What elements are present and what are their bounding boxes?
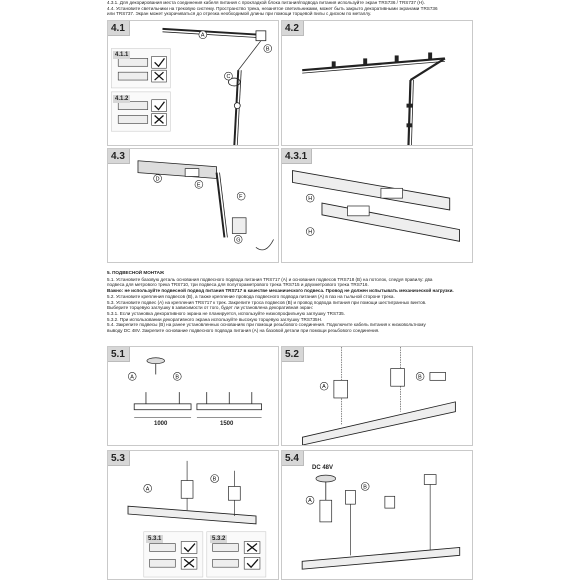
note-4-4-line2: или TRS737. Экран может укорачиваться до отрезка необходимой длины при помощи торцевой пилы с диском по металлу. — [107, 11, 372, 17]
panel-label: 4.2 — [282, 21, 304, 36]
diagram-4-1 — [108, 21, 278, 145]
letter-b: B — [265, 46, 270, 53]
diagram-5-2 — [282, 347, 472, 445]
letter-a: A — [200, 32, 205, 39]
letter-a: A — [322, 384, 326, 391]
letter-g: G — [236, 237, 241, 244]
letter-c: C — [226, 74, 231, 81]
panel-label: 5.3 — [108, 451, 130, 466]
letter-b: B — [175, 374, 179, 381]
text-line: 5.2. Установите крепления подвесов (B), а также крепление провода подвесного подвода питания (A) в паз на тыльной стороне трека. — [107, 293, 395, 299]
letter-d: D — [155, 176, 160, 183]
text-line: 5.3.1. Если установка декоративного экрана не планируется, используйте низкопрофильную заглушку TRS735. — [107, 310, 345, 316]
top-notes — [107, 0, 477, 17]
text-line: 5.3.2. При использовании декоративного экрана используйте высокую торцевую заглушку TRS735H. — [107, 316, 323, 322]
section-title: 5. ПОДВЕСНОЙ МОНТАЖ — [107, 270, 165, 275]
sublabel-5-3-2: 5.3.2 — [212, 536, 226, 542]
sublabel-4-1-2: 4.1.2 — [115, 96, 129, 102]
diagram-5-4 — [282, 451, 472, 579]
text-line: 5.4. Закрепите подвесы (B) на ранее установленных основаниях при помощи резьбового соединения. Подключите кабель питания к низковольтному — [107, 322, 426, 328]
panel-4-3-1 — [281, 148, 473, 263]
sublabel-4-1-1: 4.1.1 — [115, 52, 129, 58]
dc-48v-label: DC 48V — [312, 465, 334, 471]
letter-a: A — [145, 486, 150, 493]
letter-b: B — [363, 484, 367, 491]
panel-4-2 — [281, 20, 473, 146]
diagram-5-3 — [108, 451, 278, 579]
diagram-4-2 — [282, 21, 472, 145]
letter-b: B — [212, 476, 217, 483]
text-line: Выберите торцевую заглушку в зависимости от того, будет ли установлена декоративная экран: — [107, 305, 313, 311]
dimension-1500: 1500 — [220, 421, 234, 427]
panel-label: 4.1 — [108, 21, 130, 36]
text-line: 5.1. Установите базовую деталь основания подвесного подвода питания TRS717 (A) и основания подвесов TRS718 (B) на потолок, следуя правилу: два — [107, 276, 433, 282]
letter-f: F — [239, 194, 243, 201]
letter-b: B — [418, 374, 422, 381]
diagram-4-3 — [108, 149, 278, 262]
panel-4-1 — [107, 20, 279, 146]
text-line: подвеса для метрового трека TRS710, три подвеса для полутораметрового трека TRS715 и двухметрового трека TRS716. — [107, 282, 369, 288]
text-line: выводу DC 48V. Закрепите основание подвесного подвода питания (A) на базовой детали при помощи резьбового соединения. — [107, 328, 380, 334]
letter-a: A — [130, 374, 134, 381]
panel-label: 5.2 — [282, 347, 304, 362]
panel-label: 4.3 — [108, 149, 130, 164]
letter-e: E — [196, 182, 201, 189]
note-4-3-1: 4.3.1. Для декорирования места соединения кабеля питания с прокладкой блока питания/подвода питания используйте экран TRS736 / TRS737 (Н). — [107, 0, 425, 5]
section-5-text — [107, 270, 477, 334]
panel-label: 5.4 — [282, 451, 304, 466]
letter-h1: H — [308, 196, 313, 203]
panel-5-4 — [281, 450, 473, 580]
panel-4-3 — [107, 148, 279, 263]
text-line: 5.3. Установите подвес (A) на крепления TRS717 к трек. Закрепите троса подвесов (B) и провод подвода питания при помощи шестигранных винтов. — [107, 299, 427, 305]
text-line: Важно: не используйте подвесной подвод питания TRS717 в качестве механического подвеса. Провод не должен испытывать механической нагрузки. — [107, 288, 454, 294]
diagram-4-3-1 — [282, 149, 472, 262]
note-4-4-line1: 4.4. Установите светильники на трековую систему. Пространство трека, незанятое светильниками, может быть закрыто декоративными экранами TRS736 — [107, 5, 438, 11]
panel-5-1 — [107, 346, 279, 446]
diagram-5-1 — [108, 347, 278, 445]
panel-label: 5.1 — [108, 347, 130, 362]
sublabel-5-3-1: 5.3.1 — [148, 536, 162, 542]
letter-a: A — [308, 498, 312, 505]
letter-h2: H — [308, 229, 313, 236]
panel-5-3 — [107, 450, 279, 580]
dimension-1000: 1000 — [154, 421, 168, 427]
panel-5-2 — [281, 346, 473, 446]
panel-label: 4.3.1 — [282, 149, 312, 164]
